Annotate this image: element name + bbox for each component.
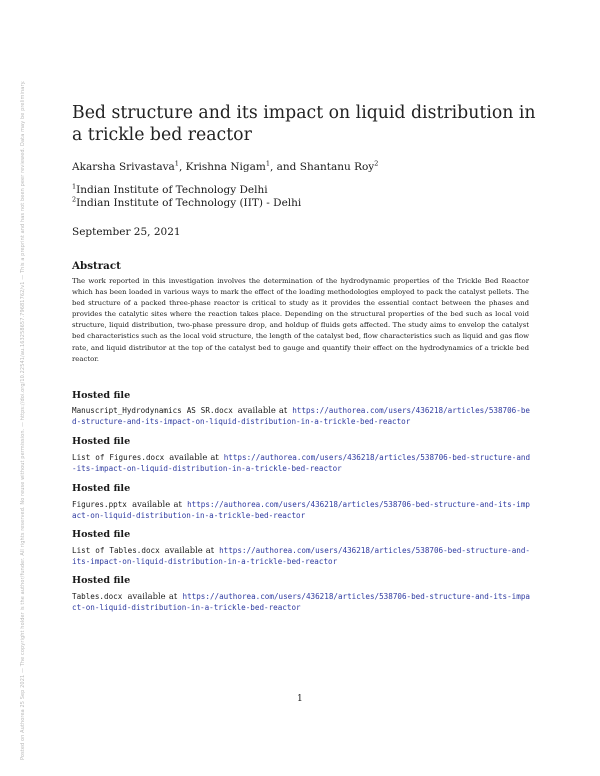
affiliation-mark: 2 <box>374 159 379 168</box>
publication-date: September 25, 2021 <box>72 226 181 238</box>
hosted-file-link[interactable]: https://authorea.com/users/436218/articles/538706-bed-structure-and-its-impact-on-liquid-distribution-in-a-trickle-bed-reactor <box>72 406 530 427</box>
affiliation-mark: 1 <box>174 159 179 168</box>
affiliation <box>72 184 268 196</box>
hosted-file-entry <box>72 591 530 613</box>
author-separator: , <box>178 161 186 173</box>
hosted-file-link[interactable]: https://authorea.com/users/436218/articles/538706-bed-structure-and-its-impact-on-liquid-distribution-in-a-trickle-bed-reactor <box>72 500 530 521</box>
hosted-file-link[interactable]: https://authorea.com/users/436218/articles/538706-bed-structure-and-its-impact-on-liquid-distribution-in-a-trickle-bed-reactor <box>72 453 531 474</box>
available-at-text: available at <box>169 452 219 462</box>
affiliation-mark: 1 <box>265 159 270 168</box>
paper-title: Bed structure and its impact on liquid distribution in a trickle bed reactor <box>72 103 536 145</box>
hosted-file-heading: Hosted file <box>72 575 131 586</box>
page-number: 1 <box>297 694 303 704</box>
hosted-file-name: Manuscript_Hydrodynamics AS SR.docx <box>72 406 233 415</box>
hosted-file-link[interactable]: https://authorea.com/users/436218/articles/538706-bed-structure-and-its-impact-on-liquid-distribution-in-a-trickle-bed-reactor <box>72 592 530 613</box>
author-name: Krishna Nigam <box>185 161 266 173</box>
affiliation-mark: 2 <box>72 195 77 204</box>
available-at-text: available at <box>237 405 288 415</box>
hosted-file-name: List of Tables.docx <box>72 546 160 555</box>
available-at-text: available at <box>164 545 215 555</box>
hosted-file-heading: Hosted file <box>72 436 131 447</box>
author-name: Akarsha Srivastava <box>72 161 175 173</box>
author-name: Shantanu Roy <box>299 161 375 173</box>
affiliation <box>72 197 301 209</box>
affiliation-mark: 1 <box>72 182 77 191</box>
hosted-file-heading: Hosted file <box>72 390 131 401</box>
hosted-file-link[interactable]: https://authorea.com/users/436218/articles/538706-bed-structure-and-its-impact-on-liquid-distribution-in-a-trickle-bed-reactor <box>72 546 530 567</box>
hosted-file-entry <box>72 405 530 427</box>
available-at-text: available at <box>127 591 178 601</box>
hosted-file-heading: Hosted file <box>72 529 131 540</box>
hosted-file-entry <box>72 545 530 567</box>
hosted-file-name: List of Figures.docx <box>72 453 165 462</box>
hosted-file-heading: Hosted file <box>72 483 131 494</box>
side-watermark-text: Posted on Authorea 25 Sep 2021 — The copyright holder is the author/funder. All rights reserved. No reuse without permission. — https://doi.org/10.22541/au.163258657.79681762/v1 — This a preprint and has not been peer reviewed. Data may be preliminary. <box>20 80 26 760</box>
author-list <box>72 161 378 173</box>
author-separator: , and <box>269 161 300 173</box>
abstract-text: The work reported in this investigation involves the determination of the hydrodynamic properties of the Trickle Bed Reactor which has been loaded in various ways to mark the effect of the loading methodologies employed to pack the catalyst pellets. The bed structure of a packed three-phase reactor is critical to study as it provides the essential contact between the phases and provides the catalytic sites where the reaction takes place. Depending on the structural properties of the bed such as local void structure, liquid distribution, two-phase pressure drop, and holdup of fluids gets affected. The study aims to envelop the catalyst bed characteristics such as the local void structure, the length of the catalyst bed, flow characteristics such as liquid and gas flow rate, and liquid distributor at the top of the catalyst bed to gauge and quantify their effect on the hydrodynamics of a trickle bed reactor. <box>72 277 529 363</box>
affiliation-name: Indian Institute of Technology (IIT) - Delhi <box>76 197 302 209</box>
hosted-file-entry <box>72 499 530 521</box>
affiliation-name: Indian Institute of Technology Delhi <box>76 184 268 196</box>
hosted-file-name: Figures.pptx <box>72 500 127 509</box>
hosted-file-name: Tables.docx <box>72 592 123 601</box>
hosted-file-entry <box>72 452 530 474</box>
available-at-text: available at <box>132 499 182 509</box>
abstract-heading: Abstract <box>72 260 121 272</box>
